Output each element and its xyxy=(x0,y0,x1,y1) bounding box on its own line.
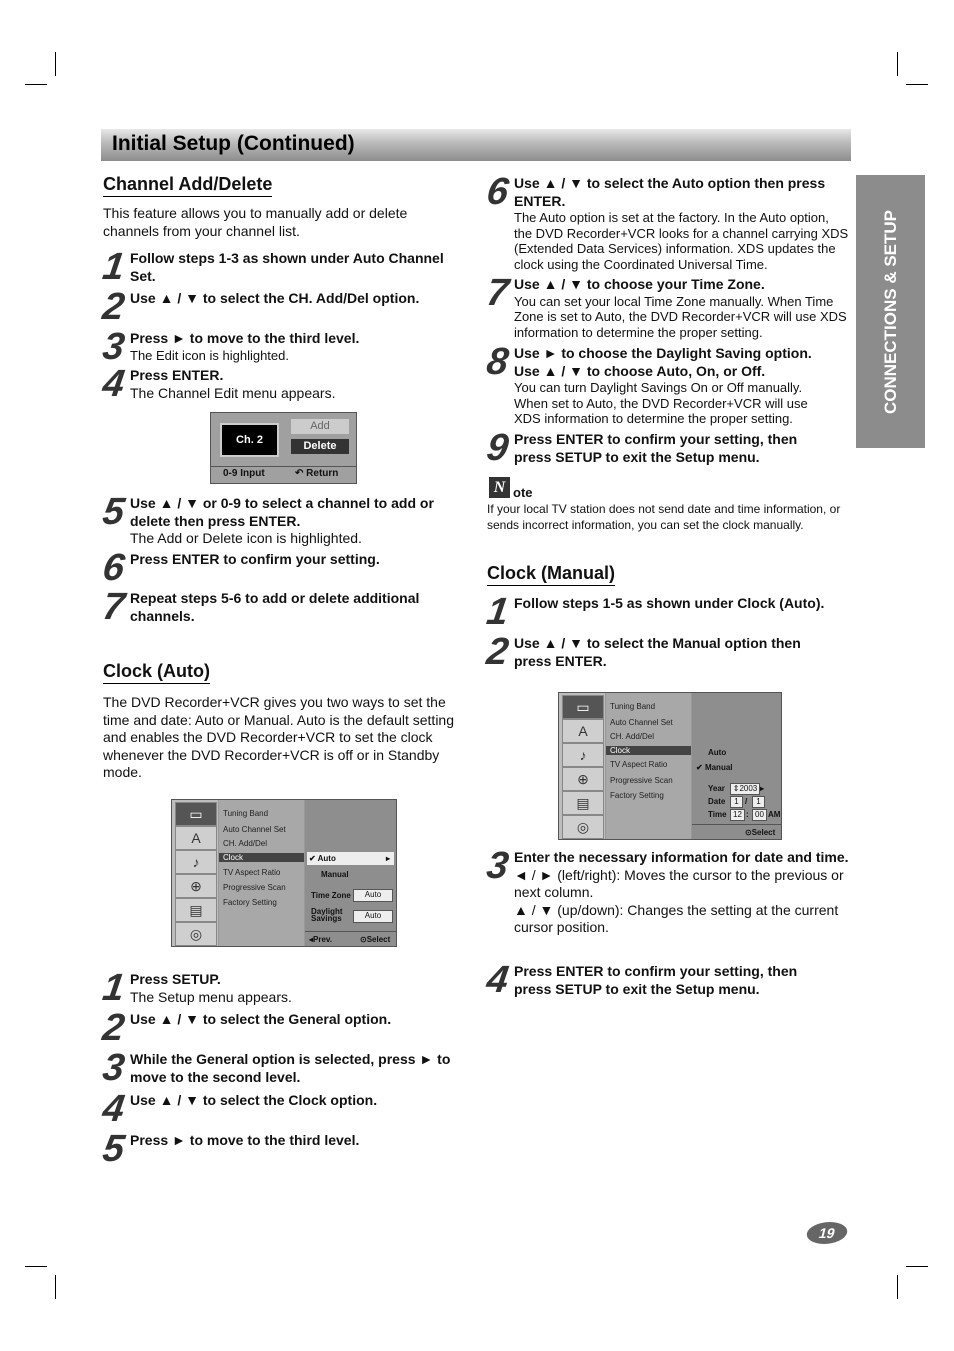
menu-column xyxy=(606,693,691,839)
crop-mark xyxy=(897,52,898,76)
crop-mark xyxy=(25,1266,47,1267)
step-text: Follow steps 1-3 as shown under Auto Channel Set. xyxy=(130,250,444,284)
enter-icon: ⊙ xyxy=(360,935,367,944)
step-number: 2 xyxy=(100,1007,128,1049)
arrow-right-icon: ▸ xyxy=(760,784,765,793)
daylight-value[interactable]: Auto xyxy=(353,910,393,923)
time-hour[interactable]: 12 xyxy=(730,809,745,821)
step-text: Use ▲ / ▼ to select the General option. xyxy=(130,1011,392,1027)
daylight-label: Daylight Savings xyxy=(311,907,343,923)
step-text: Use ▲ / ▼ to select the CH. Add/Del option. xyxy=(130,290,420,306)
icon-column xyxy=(172,800,218,946)
clock-auto-heading: Clock (Auto) xyxy=(103,661,210,684)
film-icon[interactable]: ▤ xyxy=(562,791,604,815)
page-title: Initial Setup (Continued) xyxy=(112,132,355,155)
option-manual[interactable] xyxy=(696,763,733,772)
step-text: Press ► to move to the third level. xyxy=(130,330,360,346)
step-text: Press ENTER to confirm your setting. xyxy=(130,551,380,567)
menu-item[interactable]: Tuning Band xyxy=(610,702,656,711)
clock-auto-menu xyxy=(171,799,397,947)
crop-mark xyxy=(897,1275,898,1299)
menu-item[interactable]: CH. Add/Del xyxy=(610,732,655,741)
step-text: Use ▲ / ▼ to choose your Time Zone. xyxy=(514,276,765,292)
menu-item[interactable]: Auto Channel Set xyxy=(223,825,286,834)
channel-intro: This feature allows you to manually add or delete channels from your channel list. xyxy=(103,205,408,239)
return-label: Return xyxy=(306,468,339,479)
date-separator: / xyxy=(745,797,748,806)
date-day[interactable]: 1 xyxy=(752,796,765,808)
note-text: If your local TV station does not send date and time information, or sends incorrect information, you can set the clock manually. xyxy=(487,502,841,532)
lock-icon[interactable]: ⊕ xyxy=(175,874,217,898)
step-subtext: You can turn Daylight Savings On or Off manually. When set to Auto, the DVD Recorder+VCR will use XDS information to determine the proper setting. xyxy=(514,380,808,426)
page-number: 19 xyxy=(804,1222,850,1244)
title-banner xyxy=(101,129,851,161)
menu-item-selected[interactable]: Clock xyxy=(219,853,304,862)
step-number: 9 xyxy=(484,427,512,469)
arrow-left-icon: ◂ xyxy=(309,935,314,944)
step-number: 3 xyxy=(100,1047,128,1089)
step-subtext: ▲ / ▼ (up/down): Changes the setting at the current cursor position. xyxy=(514,901,839,935)
year-label: Year xyxy=(708,784,725,793)
return-hint xyxy=(295,468,338,479)
am-pm[interactable]: AM xyxy=(768,810,781,819)
crop-mark xyxy=(906,1266,928,1267)
clock-manual-heading: Clock (Manual) xyxy=(487,563,615,586)
time-zone-value[interactable]: Auto xyxy=(353,889,393,902)
step-text: While the General option is selected, press ► to move to the second level. xyxy=(130,1051,451,1085)
check-icon: ✔ xyxy=(309,854,318,863)
time-separator: : xyxy=(746,810,749,819)
step-subtext: The Add or Delete icon is highlighted. xyxy=(130,530,362,546)
option-column xyxy=(692,693,781,839)
year-value[interactable] xyxy=(730,783,760,795)
step-number: 3 xyxy=(100,326,128,368)
disc-icon[interactable]: ◎ xyxy=(562,815,604,839)
menu-item[interactable]: Progressive Scan xyxy=(610,776,673,785)
menu-column xyxy=(219,800,304,946)
step-number: 7 xyxy=(484,272,512,314)
channel-edit-menu xyxy=(210,412,357,484)
note-icon: N xyxy=(489,477,510,498)
menu-item[interactable]: Progressive Scan xyxy=(223,883,286,892)
step-subtext: The Edit icon is highlighted. xyxy=(130,347,289,363)
step-text: Press ENTER to confirm your setting, then press SETUP to exit the Setup menu. xyxy=(514,963,798,997)
delete-button[interactable]: Delete xyxy=(291,439,349,454)
step-number: 6 xyxy=(100,547,128,589)
step-text: Repeat steps 5-6 to add or delete additional channels. xyxy=(130,590,420,624)
date-month[interactable]: 1 xyxy=(730,796,743,808)
crop-mark xyxy=(25,84,47,85)
step-text: Press ENTER. xyxy=(130,367,224,383)
step-text: Use ▲ / ▼ to select the Auto option then press ENTER. xyxy=(514,175,826,209)
divider xyxy=(305,931,396,932)
return-icon: ↶ xyxy=(295,468,307,479)
step-number: 4 xyxy=(484,959,512,1001)
menu-item[interactable]: TV Aspect Ratio xyxy=(223,868,281,877)
step-subtext: You can set your local Time Zone manually. When Time Zone is set to Auto, the DVD Recorder+VCR will use XDS information to determine the proper setting. xyxy=(514,293,847,340)
step-number: 1 xyxy=(484,591,512,633)
option-manual[interactable]: Manual xyxy=(321,870,349,879)
enter-icon: ⊙ xyxy=(745,828,752,837)
input-hint: 0-9 Input xyxy=(223,468,265,479)
select-hint[interactable] xyxy=(360,935,390,944)
step-subtext: The Channel Edit menu appears. xyxy=(130,384,336,401)
channel-display[interactable]: Ch. 2 xyxy=(220,423,279,457)
prev-label: Prev. xyxy=(313,935,332,944)
audio-icon[interactable]: ♪ xyxy=(562,743,604,767)
step-number: 2 xyxy=(100,286,128,328)
menu-item[interactable]: TV Aspect Ratio xyxy=(610,760,668,769)
time-zone-label: Time Zone xyxy=(311,891,351,900)
side-tab xyxy=(856,175,925,448)
option-label: Manual xyxy=(704,763,733,772)
time-label: Time xyxy=(708,810,727,819)
option-auto[interactable] xyxy=(309,854,336,863)
disc-icon[interactable]: ◎ xyxy=(175,922,217,946)
clock-manual-menu xyxy=(558,692,782,840)
menu-item[interactable]: Factory Setting xyxy=(610,791,664,800)
date-label: Date xyxy=(708,797,726,806)
menu-item[interactable]: Auto Channel Set xyxy=(610,718,673,727)
step-text: Press ENTER to confirm your setting, then press SETUP to exit the Setup menu. xyxy=(514,431,798,465)
updown-icon: ⇕ xyxy=(732,784,740,793)
language-icon[interactable]: A xyxy=(175,826,217,850)
menu-item-selected[interactable]: Clock xyxy=(606,746,691,755)
channel-heading: Channel Add/Delete xyxy=(103,174,272,197)
add-button[interactable]: Add xyxy=(291,419,349,434)
option-label: Auto xyxy=(317,854,336,863)
audio-icon[interactable]: ♪ xyxy=(175,850,217,874)
tv-icon[interactable]: ▭ xyxy=(562,695,604,719)
step-number: 4 xyxy=(100,363,128,405)
step-number: 2 xyxy=(484,631,512,673)
arrow-right-icon: ▸ xyxy=(386,854,391,863)
step-number: 8 xyxy=(484,341,512,383)
step-text: Press ► to move to the third level. xyxy=(130,1132,360,1148)
note-label: ote xyxy=(513,485,533,500)
check-icon: ✔ xyxy=(696,763,705,772)
select-hint[interactable] xyxy=(745,828,775,837)
menu-item[interactable]: Factory Setting xyxy=(223,898,277,907)
step-subtext: ◄ / ► (left/right): Moves the cursor to the previous or next column. xyxy=(514,866,844,900)
step-text: Use ▲ / ▼ to select the Clock option. xyxy=(130,1092,378,1108)
divider xyxy=(692,824,781,825)
crop-mark xyxy=(55,52,56,76)
crop-mark xyxy=(55,1275,56,1299)
step-number: 3 xyxy=(484,845,512,887)
step-text: Enter the necessary information for date and time. xyxy=(514,849,849,865)
option-column xyxy=(305,800,396,946)
language-icon[interactable]: A xyxy=(562,719,604,743)
prev-hint[interactable] xyxy=(309,935,332,944)
step-text: Follow steps 1-5 as shown under Clock (Auto). xyxy=(514,595,825,611)
menu-item[interactable]: Tuning Band xyxy=(223,809,269,818)
step-text: Use ► to choose the Daylight Saving option. Use ▲ / ▼ to choose Auto, On, or Off. xyxy=(514,345,812,379)
film-icon[interactable]: ▤ xyxy=(175,898,217,922)
step-text: Use ▲ / ▼ to select the Manual option then press ENTER. xyxy=(514,635,801,669)
step-number: 6 xyxy=(484,171,512,213)
clock-auto-intro: The DVD Recorder+VCR gives you two ways to set the time and date: Auto or Manual. Auto is the default setting and enables the DVD Recorder+VCR to set the clock whenever the DVD Recorder+VCR is off or in Standby mode. xyxy=(103,694,455,780)
option-auto[interactable]: Auto xyxy=(708,748,727,757)
step-subtext: The Auto option is set at the factory. In the Auto option, the DVD Recorder+VCR looks for a channel carrying XDS (Extended Data Services) information. XDS updates the clock using the Coordinated Universal Time. xyxy=(514,210,849,272)
step-number: 1 xyxy=(100,246,128,288)
icon-column xyxy=(559,693,605,839)
step-number: 5 xyxy=(100,491,128,533)
year-text: 2003 xyxy=(739,784,758,793)
step-number: 4 xyxy=(100,1088,128,1130)
step-subtext: The Setup menu appears. xyxy=(130,988,292,1005)
step-number: 1 xyxy=(100,967,128,1009)
step-number: 7 xyxy=(100,586,128,628)
crop-mark xyxy=(906,84,928,85)
step-number: 5 xyxy=(100,1128,128,1170)
side-tab-label: CONNECTIONS & SETUP xyxy=(880,209,900,414)
menu-item[interactable]: CH. Add/Del xyxy=(223,839,268,848)
lock-icon[interactable]: ⊕ xyxy=(562,767,604,791)
time-minute[interactable]: 00 xyxy=(752,809,767,821)
tv-icon[interactable]: ▭ xyxy=(175,802,217,826)
select-label: Select xyxy=(751,828,776,837)
step-text: Press SETUP. xyxy=(130,971,221,987)
step-text: Use ▲ / ▼ or 0-9 to select a channel to add or delete then press ENTER. xyxy=(130,495,434,529)
select-label: Select xyxy=(366,935,391,944)
divider xyxy=(211,466,356,467)
